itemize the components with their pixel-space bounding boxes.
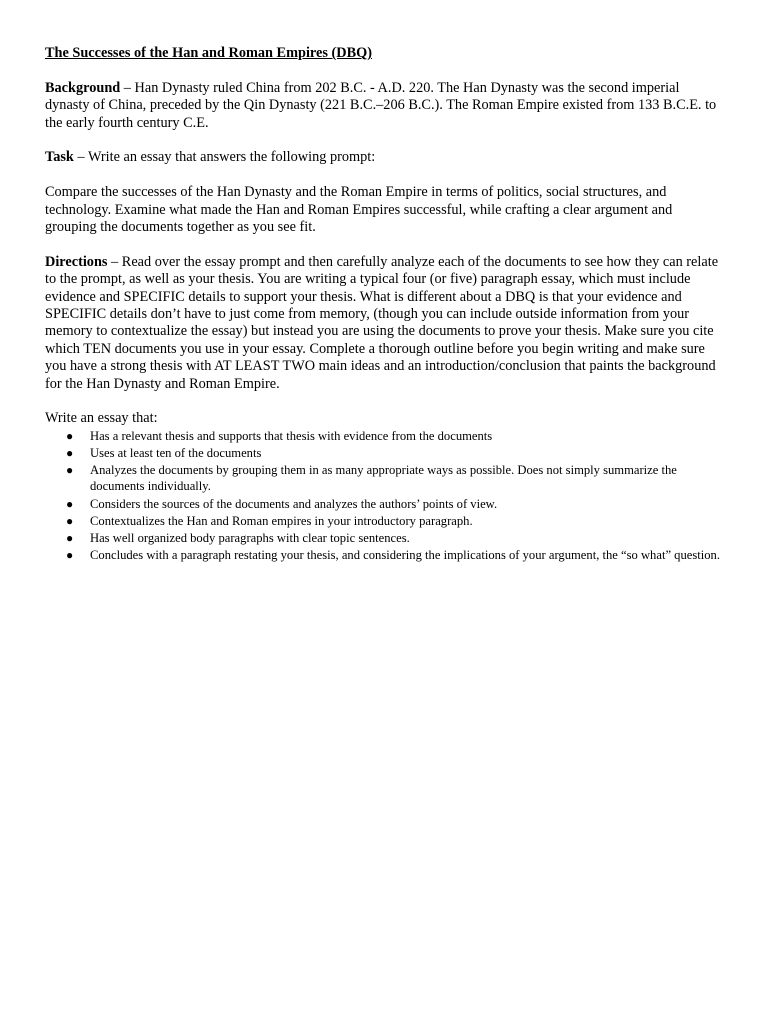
requirement-text: Has well organized body paragraphs with clear topic sentences. (90, 531, 410, 546)
directions-text: Read over the essay prompt and then carefully analyze each of the documents to see how they can relate to the prompt, as well as your thesis. You are writing a typical four (or five) paragraph essay, which must include evidence and SPECIFIC details to support your thesis. What is different about a DBQ is that your evidence and SPECIFIC details don’t have to just come from memory, (though you can include outside information from your memory to contextualize the essay) but instead you are using the documents to prove your thesis. Make sure you cite which TEN documents you use in your essay. Complete a thorough outline before you begin writing and make sure you have a strong thesis with AT LEAST TWO main ideas and an introduction/conclusion that paints the background for the Han Dynasty and Roman Empire. (45, 253, 719, 392)
requirement-text: Concludes with a paragraph restating your thesis, and considering the implications of your argument, the “so what” question. (90, 548, 721, 563)
requirement-item (45, 496, 725, 512)
background-label: Background (45, 79, 121, 96)
requirements-intro: Write an essay that: (45, 410, 158, 427)
task-dash: – (73, 149, 88, 166)
spacer (45, 62, 725, 79)
requirements-list (45, 428, 725, 564)
requirement-text: Has a relevant thesis and supports that thesis with evidence from the documents (90, 428, 493, 443)
requirement-item (45, 428, 725, 444)
bullet-icon: ● (66, 531, 74, 546)
bullet-icon: ● (66, 548, 74, 563)
requirement-item (45, 445, 725, 461)
requirement-item (45, 530, 725, 546)
task-label: Task (45, 149, 74, 166)
bullet-icon: ● (66, 463, 74, 478)
document-title: The Successes of the Han and Roman Empires (DBQ) (45, 45, 372, 61)
background-paragraph (45, 80, 725, 132)
spacer (45, 132, 725, 149)
requirement-item (45, 462, 725, 494)
requirement-item (45, 513, 725, 529)
requirement-text: Contextualizes the Han and Roman empires in your introductory paragraph. (90, 513, 473, 528)
bullet-icon: ● (66, 496, 74, 511)
requirement-text: Analyzes the documents by grouping them in as many appropriate ways as possible. Does not simply summarize the documents individually. (90, 463, 677, 494)
requirement-item (45, 547, 725, 563)
task-paragraph (45, 149, 725, 166)
bullet-icon: ● (66, 446, 74, 461)
prompt-paragraph: Compare the successes of the Han Dynasty and the Roman Empire in terms of politics, social structures, and technology. Examine what made the Han and Roman Empires successful, while crafting a clear argument and grouping the documents together as you see fit. (45, 184, 673, 236)
directions-label: Directions (45, 253, 108, 270)
directions-dash: – (107, 253, 122, 270)
spacer (45, 393, 725, 410)
requirement-text: Uses at least ten of the documents (90, 446, 262, 461)
bullet-icon: ● (66, 513, 74, 528)
directions-paragraph (45, 254, 725, 393)
spacer (45, 236, 725, 253)
bullet-icon: ● (66, 428, 74, 443)
task-text: Write an essay that answers the following prompt: (87, 149, 376, 166)
requirement-text: Considers the sources of the documents and analyzes the authors’ points of view. (90, 496, 498, 511)
background-dash: – (120, 79, 135, 96)
document-page (45, 45, 725, 564)
background-text: Han Dynasty ruled China from 202 B.C. - A.D. 220. The Han Dynasty was the second imperial dynasty of China, preceded by the Qin Dynasty (221 B.C.–206 B.C.). The Roman Empire existed from 133 B.C.E. to the early fourth century C.E. (45, 79, 717, 131)
spacer (45, 167, 725, 184)
